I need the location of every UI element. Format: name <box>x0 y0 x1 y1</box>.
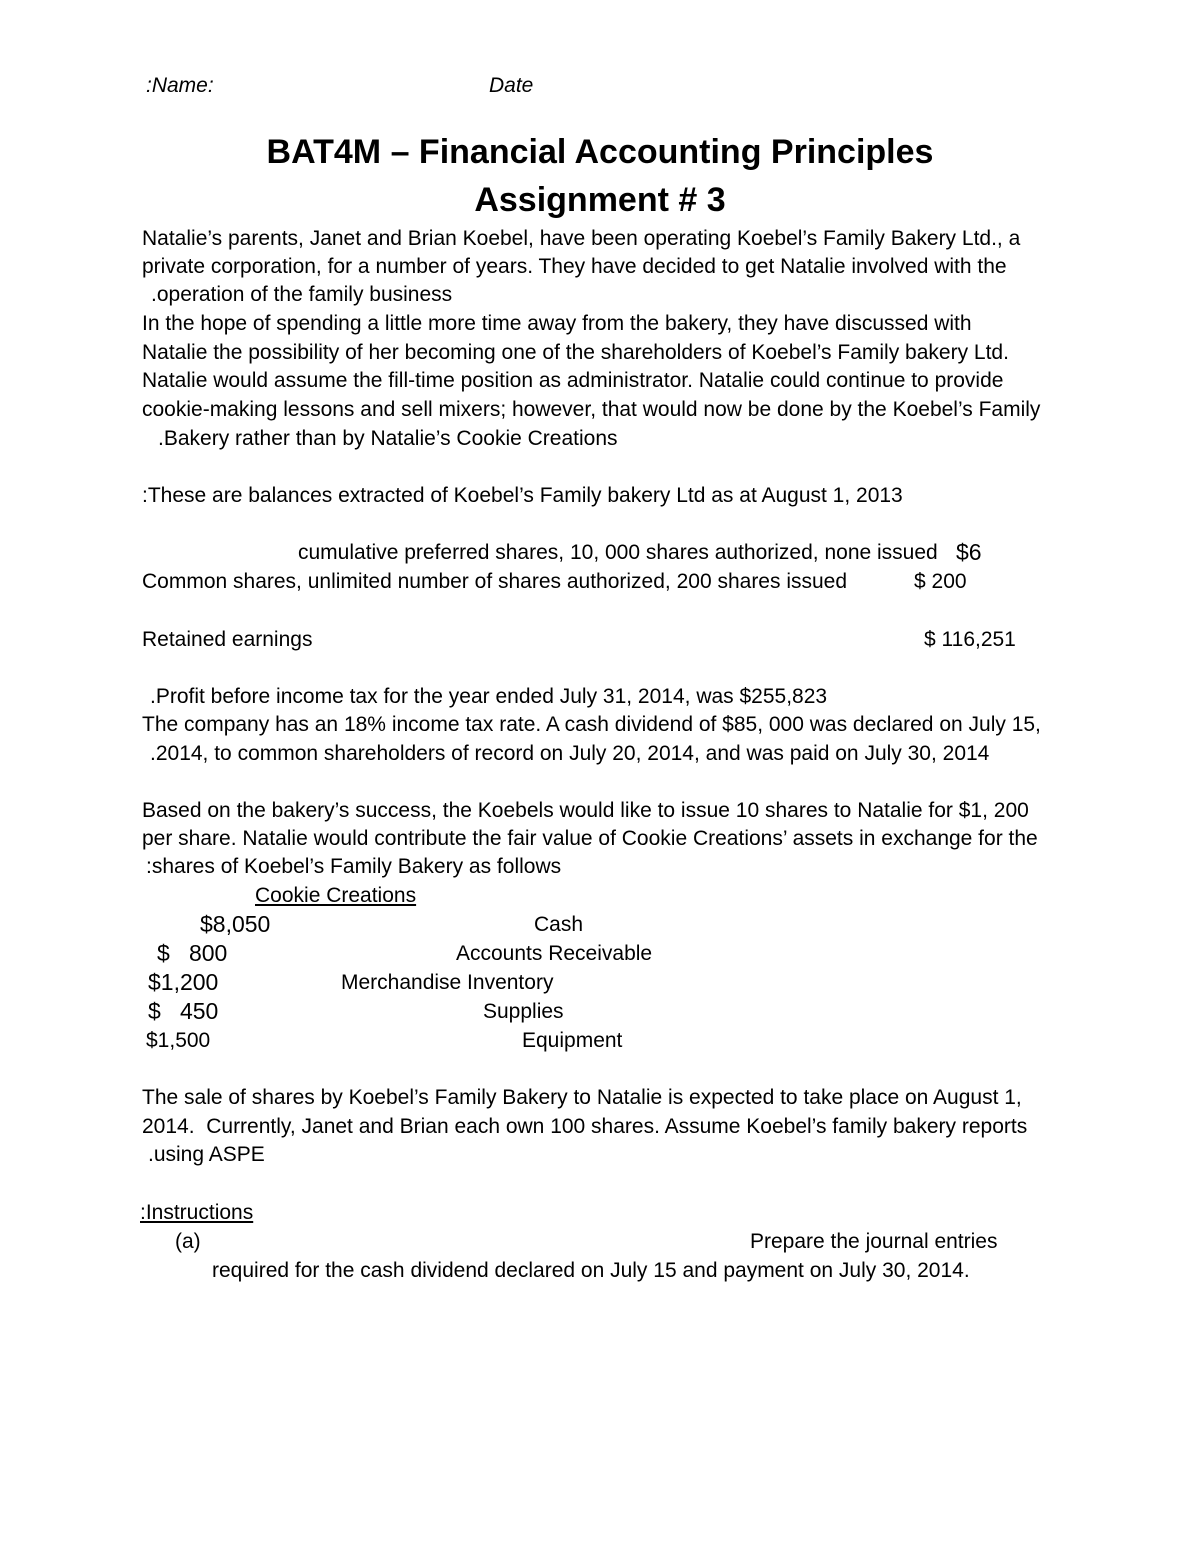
preferred-shares-label: cumulative preferred shares, 10, 000 shares authorized, none issued <box>298 541 938 564</box>
intro-line: .Bakery rather than by Natalie’s Cookie Creations <box>158 427 618 450</box>
common-shares-amount: $ 200 <box>914 570 967 593</box>
instruction-a-marker: (a) <box>175 1230 201 1253</box>
intro-line: Natalie the possibility of her becoming one of the shareholders of Koebel’s Family bakery Ltd. <box>142 341 1009 364</box>
profit-line: .Profit before income tax for the year ended July 31, 2014, was $255,823 <box>150 685 828 708</box>
date-label: Date <box>489 74 534 97</box>
page-title: BAT4M – Financial Accounting Principles <box>266 133 934 171</box>
asset-label: Supplies <box>483 1000 564 1023</box>
asset-label: Accounts Receivable <box>456 942 653 965</box>
asset-amount: $ 450 <box>148 998 219 1024</box>
cookie-creations-heading: Cookie Creations <box>255 884 417 907</box>
intro-line: .operation of the family business <box>151 283 453 306</box>
sale-line: The sale of shares by Koebel’s Family Bakery to Natalie is expected to take place on August 1, <box>142 1086 1022 1109</box>
intro-line: In the hope of spending a little more time away from the bakery, they have discussed with <box>142 312 972 335</box>
sale-line: .using ASPE <box>148 1143 265 1166</box>
intro-line: Natalie would assume the fill-time position as administrator. Natalie could continue to provide <box>142 369 1004 392</box>
asset-label: Merchandise Inventory <box>341 971 554 994</box>
retained-earnings-label: Retained earnings <box>142 628 313 651</box>
instructions-heading: :Instructions <box>140 1201 254 1224</box>
asset-amount: $ 800 <box>157 940 228 966</box>
name-label: :Name: <box>146 74 214 97</box>
asset-label: Equipment <box>522 1029 623 1052</box>
profit-line: .2014, to common shareholders of record on July 20, 2014, and was paid on July 30, 2014 <box>150 742 990 765</box>
intro-line: Natalie’s parents, Janet and Brian Koebel, have been operating Koebel’s Family Bakery Ltd., a <box>142 227 1021 250</box>
sale-line: 2014. Currently, Janet and Brian each own 100 shares. Assume Koebel’s family bakery reports <box>142 1115 1028 1138</box>
share-issue-line: Based on the bakery’s success, the Koebels would like to issue 10 shares to Natalie for $1, 200 <box>142 799 1029 822</box>
instruction-a-text: Prepare the journal entries <box>750 1230 998 1253</box>
asset-label: Cash <box>534 913 584 936</box>
asset-amount: $1,200 <box>148 969 219 995</box>
intro-line: cookie-making lessons and sell mixers; however, that would now be done by the Koebel’s Family <box>142 398 1041 421</box>
intro-line: private corporation, for a number of years. They have decided to get Natalie involved with the <box>142 255 1007 278</box>
assignment-number: Assignment # 3 <box>474 181 726 219</box>
instruction-a-text: required for the cash dividend declared on July 15 and payment on July 30, 2014. <box>212 1259 970 1282</box>
preferred-shares-amount: $6 <box>956 539 982 565</box>
asset-amount: $1,500 <box>146 1029 211 1052</box>
asset-amount: $8,050 <box>200 911 271 937</box>
profit-line: The company has an 18% income tax rate. A cash dividend of $85, 000 was declared on July 15, <box>142 713 1041 736</box>
common-shares-label: Common shares, unlimited number of shares authorized, 200 shares issued <box>142 570 848 593</box>
balances-heading: :These are balances extracted of Koebel’s Family bakery Ltd as at August 1, 2013 <box>142 484 903 507</box>
share-issue-line: per share. Natalie would contribute the fair value of Cookie Creations’ assets in exchange for the <box>142 827 1038 850</box>
share-issue-line: :shares of Koebel’s Family Bakery as follows <box>146 855 562 878</box>
retained-earnings-amount: $ 116,251 <box>924 628 1016 651</box>
